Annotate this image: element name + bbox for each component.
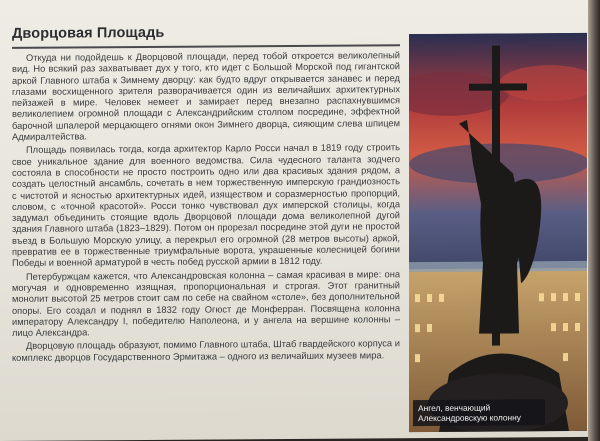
caption-line-2: Александровскую колонну [418, 412, 521, 424]
paragraph-1: Откуда ни подойдешь к Дворцовой площади, перед тобой откроется великолепный вид. Но всякий раз захватывает дух у того, кто идет с Большой Морской под гигантской аркой Главного штаба к Зимнему дворцу: как будто вдруг открывается занавес и перед глазами восхищенного зрителя разворачивается один из величайших архитектурных пейзажей в мире. Человек немеет и замирает перед внезапно распахнувшимся великолепием огромной площади с Александрийским столпом посредине, эффектной барочной шпалерой мерцающего огнями окон Зимнего дворца, сияющим слева шпицем Адмиралтейства. [12, 50, 400, 142]
angel-photo-illustration [409, 33, 587, 432]
photo-caption [413, 399, 545, 426]
title-underline [12, 44, 400, 48]
paragraph-2: Площадь появилась тогда, когда архитектор Карло Росси начал в 1819 году строить свое уникальное здание для военного ведомства. Сила чудесного таланта зодчего состояла в способности не просто построить одно или два красивых здания рядом, а создать целостный ансамбль, сочетать в нем торжественную имперскую грандиозность с чистотой и ясностью архитектурных идей, изяществом и соразмерностью пропорций, словом, с «точной красотой». Росси тонко чувствовал дух имперской столицы, когда задумал объединить стоящие вдоль Дворцовой площади дома великолепной дугой здания Главного штаба (1823–1829). Потом он прорезал посредине этой дуги не простой въезд в Большую Морскую улицу, а перекрыл его огромной (28 метров высоты) аркой, превратив ее в торжественные триумфальные ворота, украшенные колесницей богини Победы и военной арматурой в честь побед русской армии в 1812 году. [12, 142, 400, 269]
paragraph-4: Дворцовую площадь образуют, помимо Главного штаба, Штаб гвардейского корпуса и комплекс дворцов Государственного Эрмитажа – одного из величайших музеев мира. [12, 338, 400, 363]
page-title: Дворцовая Площадь [12, 24, 165, 42]
angel-photo [409, 33, 587, 432]
article-body [12, 50, 400, 366]
paragraph-3: Петербуржцам кажется, что Александровская колонна – самая красивая в мире: она могучая и одновременно изящная, пропорциональная и строгая. Этот гранитный монолит высотой 25 метров стоит сам по себе на свайном «столе», без дополнительной опоры. Его создал и поднял в 1832 году Огюст де Монферран. Посвящена колонна императору Александру I, победителю Наполеона, и у ангела на вершине колонны – лицо Александра. [12, 268, 400, 339]
book-edge [588, 0, 600, 441]
caption-line-1: Ангел, венчающий [418, 402, 491, 414]
